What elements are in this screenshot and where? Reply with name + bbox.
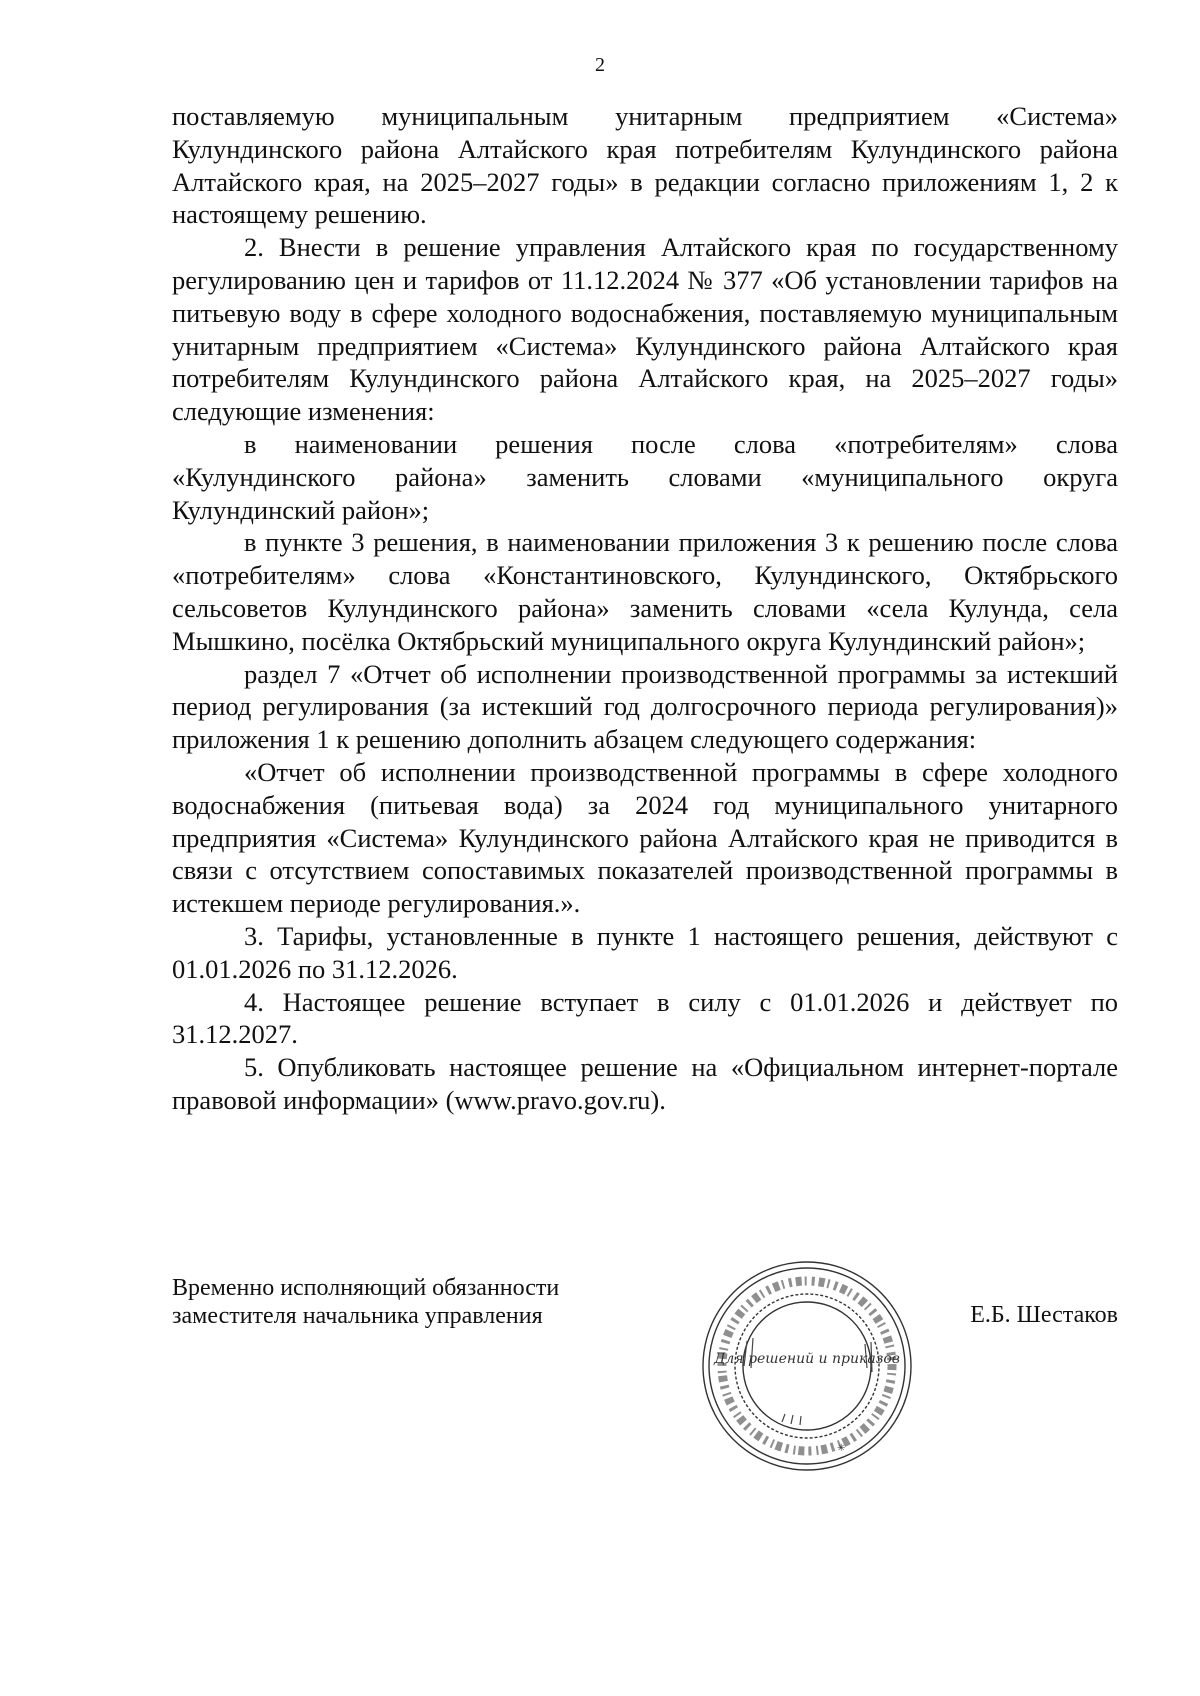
signature-block bbox=[172, 1274, 1118, 1534]
paragraph: 4. Настоящее решение вступает в силу с 01.01.2026 и действует по 31.12.2027. bbox=[172, 986, 1118, 1050]
signer-title-line-2: заместителя начальника управления bbox=[172, 1303, 543, 1329]
signer-title bbox=[172, 1274, 559, 1330]
paragraph: «Отчет об исполнении производственной программы в сфере холодного водоснабжения (питьевая вода) за 2024 год муниципального унитарного предприятия «Система» Кулундинского района Алтайского края не приводится в связи с отсутствием сопоставимых показателей производственной программы в истекшем периоде регулирования.». bbox=[172, 756, 1118, 919]
signer-name: Е.Б. Шестаков bbox=[970, 1302, 1118, 1328]
paragraph: 3. Тарифы, установленные в пункте 1 настоящего решения, действуют с 01.01.2026 по 31.12.2026. bbox=[172, 920, 1118, 984]
paragraph: раздел 7 «Отчет об исполнении производственной программы за истекший период регулирования (за истекший год долгосрочного периода регулирования)» приложения 1 к решению дополнить абзацем следующего содержания: bbox=[172, 658, 1118, 755]
official-seal bbox=[687, 1246, 927, 1486]
svg-text:✳: ✳ bbox=[837, 1443, 846, 1454]
page-number: 2 bbox=[595, 54, 605, 76]
paragraph: 2. Внести в решение управления Алтайского края по государственному регулированию цен и тарифов от 11.12.2024 № 377 «Об установлении тарифов на питьевую воду в сфере холодного водоснабжения, поставляемую муниципальным унитарным предприятием «Система» Кулундинского района Алтайского края потребителям Кулундинского района Алтайского края, на 2025–2027 годы» следующие изменения: bbox=[172, 232, 1118, 427]
paragraph: в пункте 3 решения, в наименовании приложения 3 к решению после слова «потребителям» слова «Константиновского, Кулундинского, Октябрьского сельсоветов Кулундинского района» заменить словами «села Кулунда, села Мышкино, посёлка Октябрьский муниципального округа Кулундинский район»; bbox=[172, 527, 1118, 656]
paragraph: поставляемую муниципальным унитарным предприятием «Система» Кулундинского района Алтайского края потребителям Кулундинского района Алтайского края, на 2025–2027 годы» в редакции согласно приложениям 1, 2 к настоящему решению. bbox=[172, 101, 1118, 230]
paragraph: 5. Опубликовать настоящее решение на «Официальном интернет-портале правовой информации» (www.pravo.gov.ru). bbox=[172, 1052, 1118, 1115]
signer-title-line-1: Временно исполняющий обязанности bbox=[172, 1275, 560, 1301]
seal-inscription: Для решений и приказов bbox=[714, 1351, 900, 1367]
document-body bbox=[172, 100, 1118, 1117]
paragraph: в наименовании решения после слова «потребителям» слова «Кулундинского района» заменить словами «муниципального округа Кулундинский район»; bbox=[172, 428, 1118, 525]
